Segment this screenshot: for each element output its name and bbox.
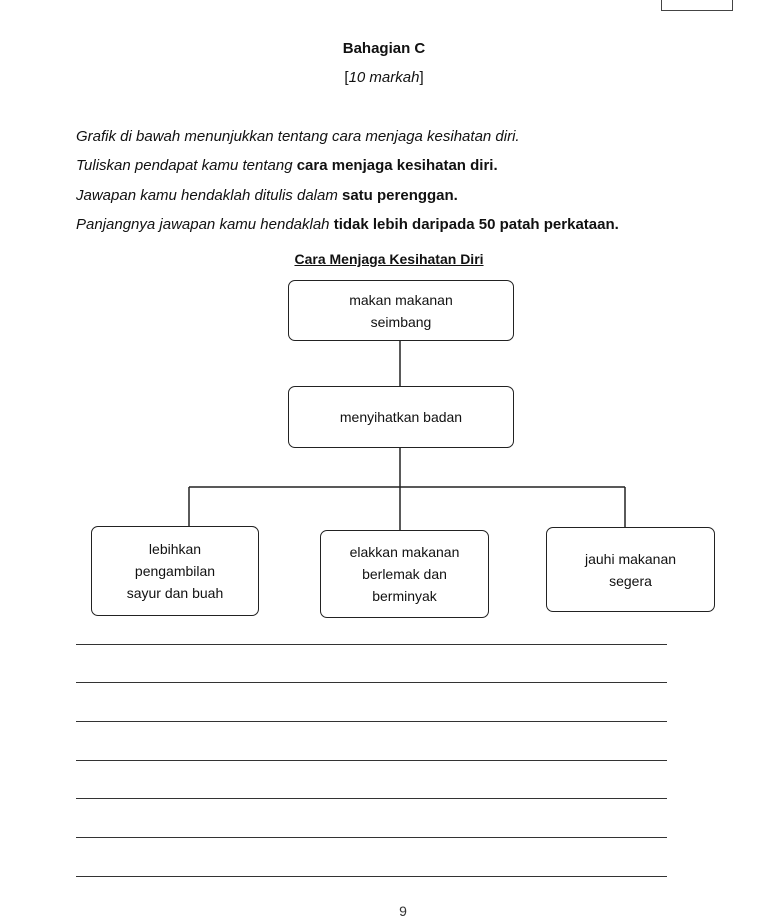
section-marks: [10 markah] <box>344 69 424 86</box>
diagram-title: Cara Menjaga Kesihatan Diri <box>294 251 484 267</box>
answer-line-3[interactable] <box>76 721 667 722</box>
node-center-line-2: berlemak dan <box>362 566 447 582</box>
answer-line-1[interactable] <box>76 644 667 645</box>
node-top-line-2: seimbang <box>370 313 432 330</box>
node-makan-makanan-seimbang <box>288 280 514 341</box>
node-top-line-1: makan makanan <box>349 291 453 308</box>
marks-text: 10 markah <box>348 69 420 86</box>
answer-line-2[interactable] <box>76 682 667 683</box>
node-jauhi-makanan-segera <box>546 527 715 612</box>
instruction-4-italic: Panjangnya jawapan kamu hendaklah <box>76 216 334 233</box>
answer-line-7[interactable] <box>76 876 667 877</box>
node-left-line-3: sayur dan buah <box>126 585 224 601</box>
answer-line-6[interactable] <box>76 837 667 838</box>
answer-line-4[interactable] <box>76 760 667 761</box>
node-menyihatkan-badan <box>288 386 514 448</box>
instruction-2-italic: Tuliskan pendapat kamu tentang <box>76 157 297 174</box>
node-elakkan-makanan-berlemak <box>320 530 489 618</box>
node-lebihkan-sayur-buah <box>91 526 259 616</box>
instruction-3-italic: Jawapan kamu hendaklah ditulis dalam <box>76 187 342 204</box>
instruction-3-bold: satu perenggan. <box>342 187 458 204</box>
instruction-1-italic: Grafik di bawah menunjukkan tentang cara menjaga kesihatan diri. <box>76 128 520 145</box>
section-title: Bahagian C <box>342 40 426 57</box>
node-left-line-1: lebihkan <box>148 541 202 557</box>
node-center-line-3: berminyak <box>372 588 437 604</box>
node-center-line-1: elakkan makanan <box>349 544 460 560</box>
page-number: 9 <box>399 903 407 919</box>
instruction-2-bold: cara menjaga kesihatan diri. <box>296 157 498 174</box>
node-right-line-2: segera <box>609 572 652 589</box>
instruction-4-bold: tidak lebih daripada 50 patah perkataan. <box>333 216 619 233</box>
node-left-line-2: pengambilan <box>134 563 216 579</box>
node-mid-line-1: menyihatkan badan <box>339 409 463 425</box>
answer-line-5[interactable] <box>76 798 667 799</box>
node-right-line-1: jauhi makanan <box>584 550 677 567</box>
